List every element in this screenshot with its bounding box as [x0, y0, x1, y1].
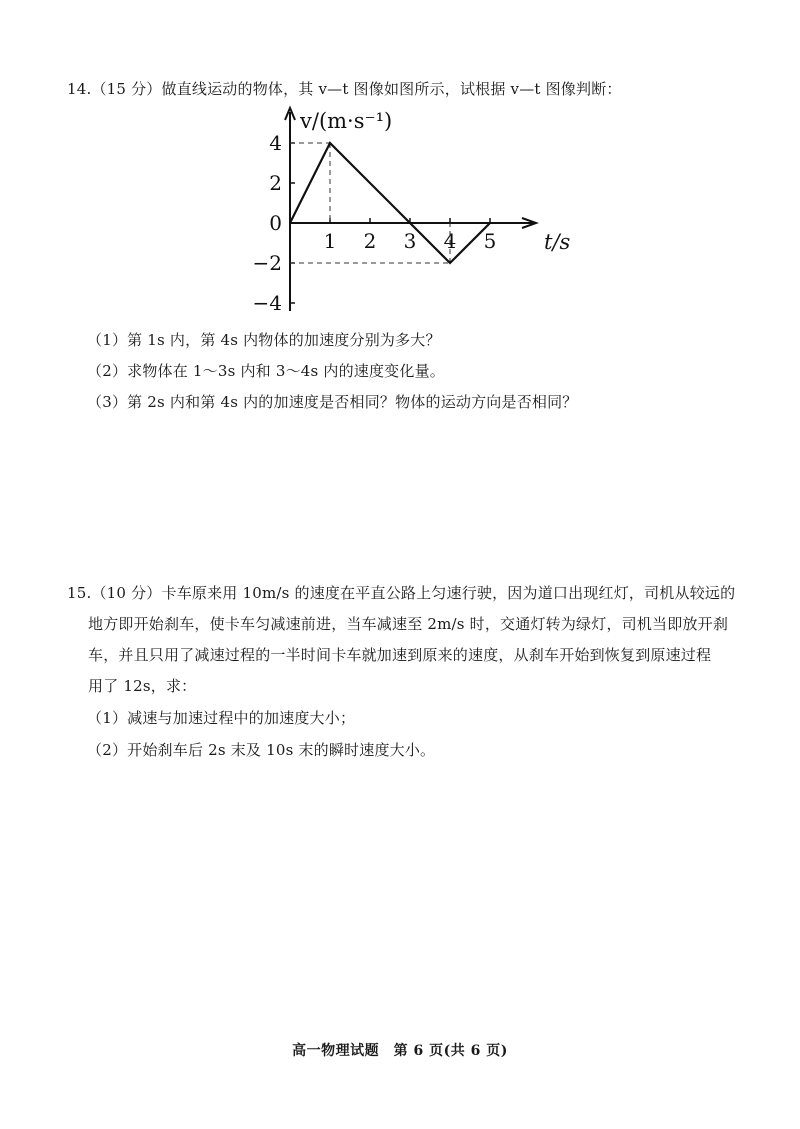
y-tick-label: 4: [269, 131, 282, 155]
y-tick-label: −4: [252, 291, 282, 315]
y-tick-label: 0: [269, 211, 282, 235]
y-axis-label: v/(m·s⁻¹): [300, 109, 393, 133]
x-tick-label: 4: [443, 229, 457, 253]
page-footer: 高一物理试题 第 6 页(共 6 页): [292, 1043, 508, 1059]
q14-sub1: （1）第 1s 内，第 4s 内物体的加速度分别为多大？: [87, 331, 441, 349]
x-axis-label: t/s: [544, 230, 570, 254]
q15-line1: 15.（10 分）卡车原来用 10m/s 的速度在平直公路上匀速行驶，因为道口出现红灯，司机从较远的: [67, 584, 736, 602]
q15-line2: 地方即开始刹车，使卡车匀减速前进，当车减速至 2m/s 时，交通灯转为绿灯，司机当即放开刹: [88, 615, 729, 633]
q15-sub2: （2）开始刹车后 2s 末及 10s 末的瞬时速度大小。: [87, 741, 436, 759]
y-tick-label: 2: [269, 171, 282, 195]
q15-stem: [67, 578, 737, 702]
vt-series-line: [290, 143, 490, 263]
q15-sub1: （1）减速与加速过程中的加速度大小；: [87, 709, 356, 727]
x-tick-label: 5: [483, 229, 497, 253]
q14-sub3: （3）第 2s 内和第 4s 内的加速度是否相同？物体的运动方向是否相同？: [87, 393, 578, 411]
x-tick-label: 1: [323, 229, 337, 253]
q15-line4: 用了 12s，求：: [88, 677, 197, 695]
x-tick-label: 3: [403, 229, 417, 253]
q15-line3: 车，并且只用了减速过程的一半时间卡车就加速到原来的速度，从刹车开始到恢复到原速过程: [88, 646, 712, 664]
y-tick-label: −2: [252, 251, 282, 275]
q14-stem: 14.（15 分）做直线运动的物体，其 v—t 图像如图所示，试根据 v—t 图像判断：: [67, 80, 622, 98]
x-tick-label: 2: [363, 229, 377, 253]
vt-graph: [250, 100, 570, 320]
q14-sub2: （2）求物体在 1～3s 内和 3～4s 内的速度变化量。: [87, 362, 445, 380]
